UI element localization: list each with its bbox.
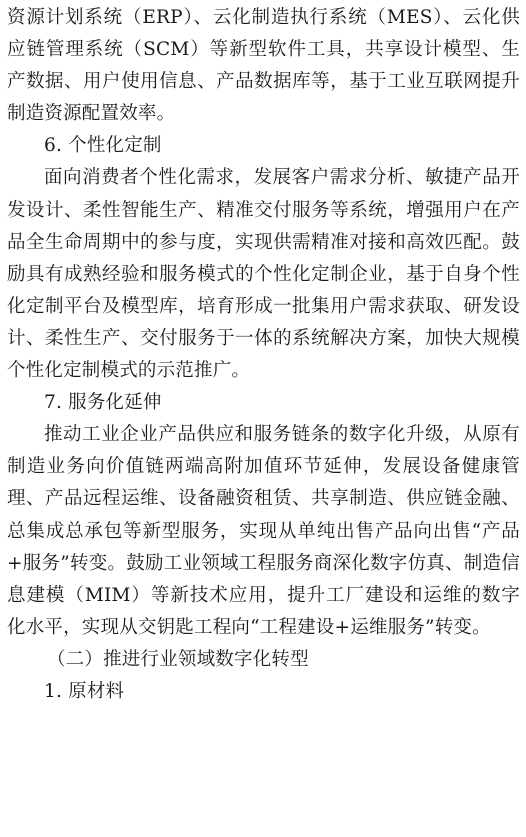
heading-personalized-customization: 6. 个性化定制 [44, 135, 162, 157]
section-heading-industry-transformation: （二）推进行业领域数字化转型 [47, 648, 309, 670]
heading-service-extension: 7. 服务化延伸 [44, 392, 162, 414]
paragraph-service-extension: 推动工业企业产品供应和服务链条的数字化升级，从原有制造业务向价值链两端高附加值环节延伸，发展设备健康管理、产品远程运维、设备融资租赁、共享制造、供应链金融、总集成总承包等新型服务，实现从单纯出售产品向出售“产品+服务”转变。鼓励工业领域工程服务商深化数字仿真、制造信息建模（MIM）等新技术应用，提升工厂建设和运维的数字化水平，实现从交钥匙工程向“工程建设+运维服务”转变。 [7, 424, 520, 638]
heading-raw-materials: 1. 原材料 [44, 680, 125, 702]
paragraph-personalized-customization: 面向消费者个性化需求，发展客户需求分析、敏捷产品开发设计、柔性智能生产、精准交付服务等系统，增强用户在产品全生命周期中的参与度，实现供需精准对接和高效匹配。鼓励具有成熟经验和服务模式的个性化定制企业，基于自身个性化定制平台及模型库，培育形成一批集用户需求获取、研发设计、柔性生产、交付服务于一体的系统解决方案，加快大规模个性化定制模式的示范推广。 [7, 167, 520, 382]
paragraph-continuation: 资源计划系统（ERP）、云化制造执行系统（MES）、云化供应链管理系统（SCM）等新型软件工具，共享设计模型、生产数据、用户使用信息、产品数据库等，基于工业互联网提升制造资源配置效率。 [7, 7, 520, 125]
